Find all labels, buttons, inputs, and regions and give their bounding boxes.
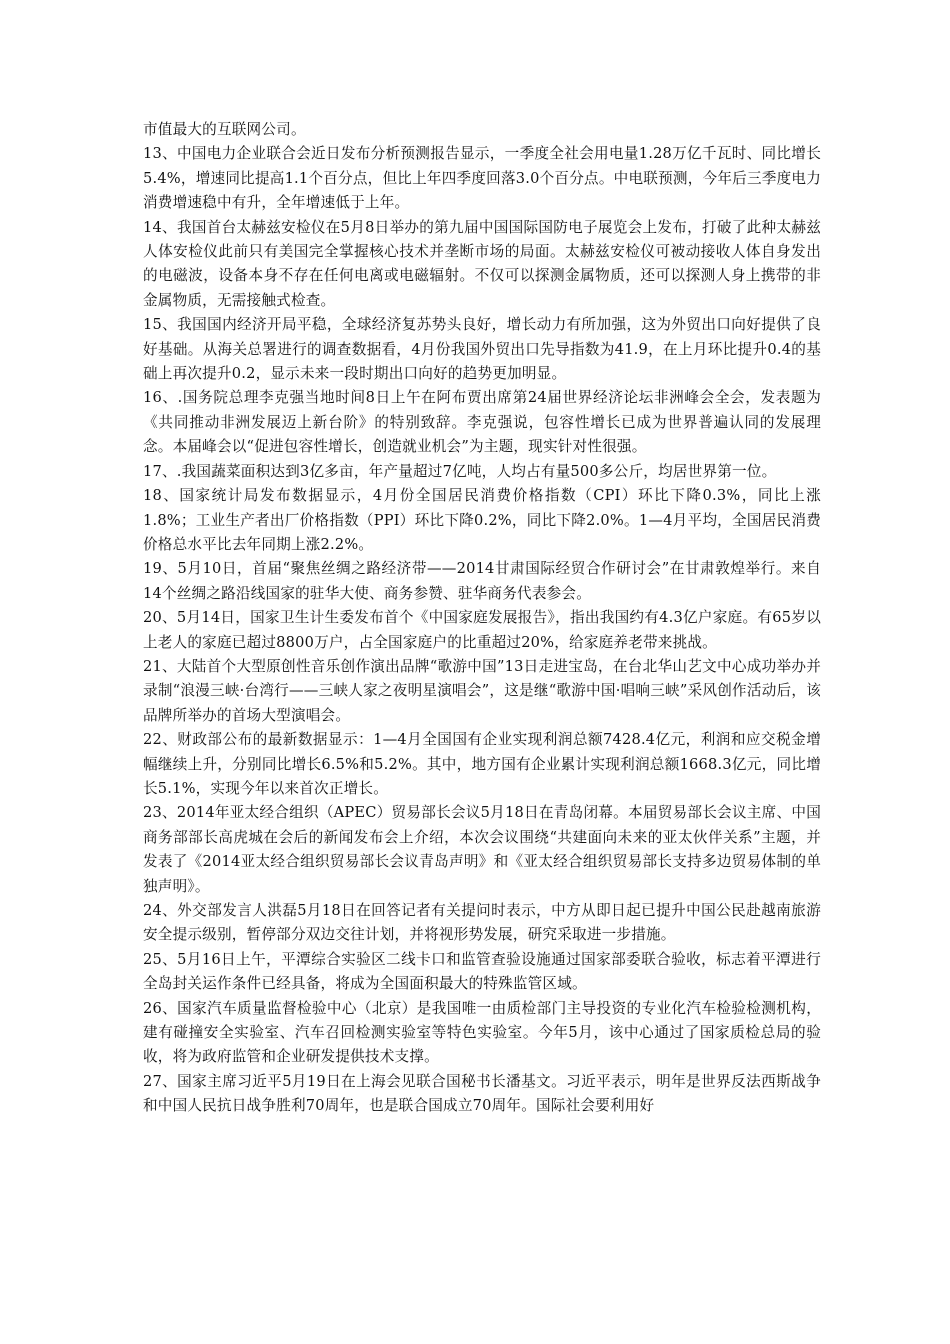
paragraph-item-20: 20、5月14日，国家卫生计生委发布首个《中国家庭发展报告》，指出我国约有4.3亿户家庭。有65岁以上老人的家庭已超过8800万户，占全国家庭户的比重超过20%，给家庭养老带来挑战。 xyxy=(143,609,821,651)
paragraph-item-25: 25、5月16日上午，平潭综合实验区二线卡口和监管查验设施通过国家部委联合验收，标志着平潭进行全岛封关运作条件已经具备，将成为全国面积最大的特殊监管区域。 xyxy=(143,950,821,993)
paragraph-item-14: 14、我国首台太赫兹安检仪在5月8日举办的第九届中国国际国防电子展览会上发布，打破了此种太赫兹人体安检仪此前只有美国完全掌握核心技术并垄断市场的局面。太赫兹安检仪可被动接收人体自身发出的电磁波，设备本身不存在任何电离或电磁辐射。不仅可以探测金属物质，还可以探测人身上携带的非金属物质，无需接触式检查。 xyxy=(143,218,821,309)
paragraph-continuation: 市值最大的互联网公司。 xyxy=(143,121,306,138)
paragraph-item-19: 19、5月10日，首届“聚焦丝绸之路经济带——2014甘肃国际经贸合作研讨会”在甘肃敦煌举行。来自14个丝绸之路沿线国家的驻华大使、商务参赞、驻华商务代表参会。 xyxy=(143,560,821,602)
paragraph-item-22: 22、财政部公布的最新数据显示：1—4月全国国有企业实现利润总额7428.4亿元，利润和应交税金增幅继续上升，分别同比增长6.5%和5.2%。其中，地方国有企业累计实现利润总额1668.3亿元，同比增长5.1%，实现今年以来首次正增长。 xyxy=(143,731,821,797)
paragraph-item-23: 23、2014年亚太经合组织（APEC）贸易部长会议5月18日在青岛闭幕。本届贸易部长会议主席、中国商务部部长高虎城在会后的新闻发布会上介绍，本次会议围绕“共建面向未来的亚太伙伴关系”主题，并发表了《2014亚太经合组织贸易部长会议青岛声明》和《亚太经合组织贸易部长支持多边贸易体制的单独声明》。 xyxy=(143,804,821,895)
paragraph-item-26: 26、国家汽车质量监督检验中心（北京）是我国唯一由质检部门主导投资的专业化汽车检验检测机构，建有碰撞安全实验室、汽车召回检测实验室等特色实验室。今年5月，该中心通过了国家质检总局的验收，将为政府监管和企业研发提供技术支撑。 xyxy=(143,999,821,1066)
paragraph-item-13: 13、中国电力企业联合会近日发布分析预测报告显示，一季度全社会用电量1.28万亿千瓦时、同比增长5.4%，增速同比提高1.1个百分点，但比上年四季度回落3.0个百分点。中电联预测，今年后三季度电力消费增速稳中有升，全年增速低于上年。 xyxy=(143,145,821,212)
paragraph-item-15: 15、我国国内经济开局平稳，全球经济复苏势头良好，增长动力有所加强，这为外贸出口向好提供了良好基础。从海关总署进行的调查数据看，4月份我国外贸出口先导指数为41.9，在上月环比提升0.4的基础上再次提升0.2，显示未来一段时期出口向好的趋势更加明显。 xyxy=(143,316,821,383)
document-body xyxy=(143,118,821,1119)
paragraph-item-18: 18、国家统计局发布数据显示，4月份全国居民消费价格指数（CPI）环比下降0.3%，同比上涨1.8%；工业生产者出厂价格指数（PPI）环比下降0.2%，同比下降2.0%。1—4月平均，全国居民消费价格总水平比去年同期上涨2.2%。 xyxy=(143,487,821,553)
paragraph-item-21: 21、大陆首个大型原创性音乐创作演出品牌“歌游中国”13日走进宝岛，在台北华山艺文中心成功举办并录制“浪漫三峡·台湾行——三峡人家之夜明星演唱会”，这是继“歌游中国·唱响三峡”采风创作活动后，该品牌所举办的首场大型演唱会。 xyxy=(143,657,821,724)
paragraph-item-16: 16、.国务院总理李克强当地时间8日上午在阿布贾出席第24届世界经济论坛非洲峰会全会，发表题为《共同推动非洲发展迈上新台阶》的特别致辞。李克强说，包容性增长已成为世界普遍认同的发展理念。本届峰会以“促进包容性增长，创造就业机会”为主题，现实针对性很强。 xyxy=(143,389,821,456)
paragraph-item-24: 24、外交部发言人洪磊5月18日在回答记者有关提问时表示，中方从即日起已提升中国公民赴越南旅游安全提示级别，暂停部分双边交往计划，并将视形势发展，研究采取进一步措施。 xyxy=(143,902,821,944)
paragraph-item-17: 17、.我国蔬菜面积达到3亿多亩，年产量超过7亿吨，人均占有量500多公斤，均居世界第一位。 xyxy=(143,462,777,480)
paragraph-item-27: 27、国家主席习近平5月19日在上海会见联合国秘书长潘基文。习近平表示，明年是世界反法西斯战争和中国人民抗日战争胜利70周年，也是联合国成立70周年。国际社会要利用好 xyxy=(143,1072,821,1115)
